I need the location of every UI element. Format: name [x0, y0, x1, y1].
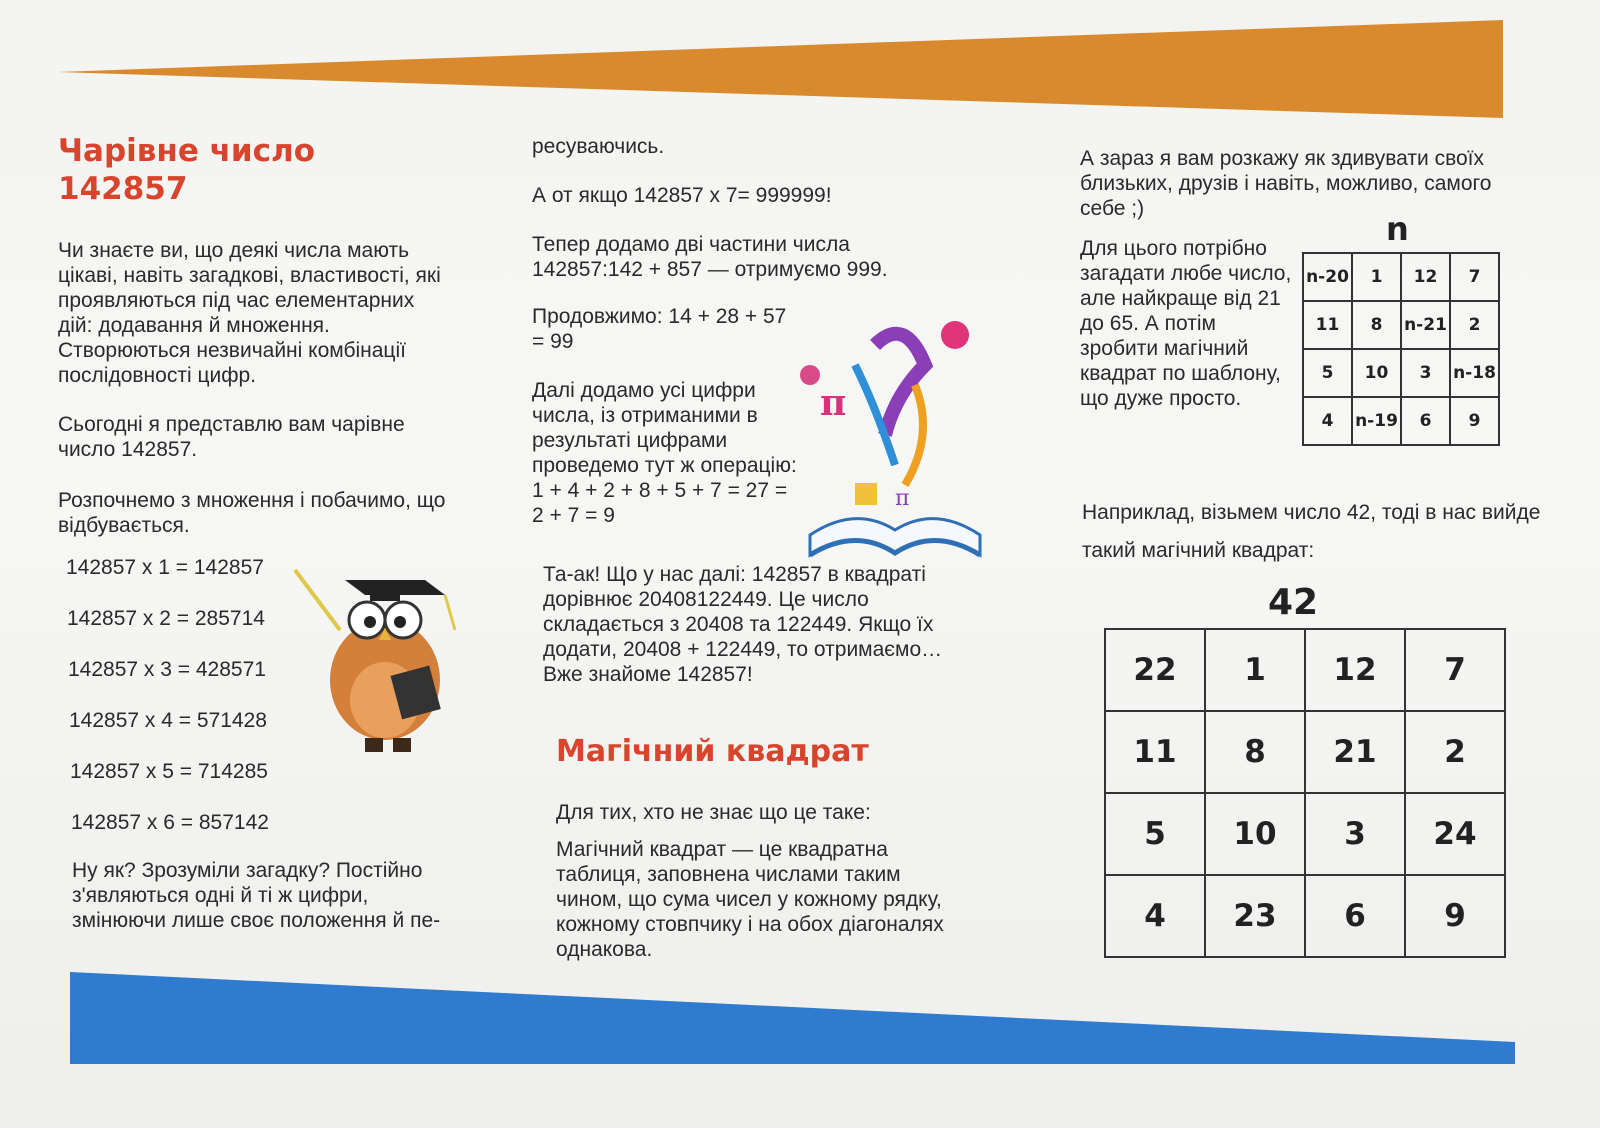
two-parts-sum: Тепер додамо дві частини числа 142857:142 + 857 — отримуємо 999.	[532, 233, 888, 281]
intro-text: А зараз я вам розкажу як здивувати своїх близьких, друзів і навіть, можливо, самого себе ;)	[1080, 147, 1492, 220]
template-row	[1303, 349, 1499, 397]
closing-paragraph: Ну як? Зрозуміли загадку? Постійно з'являються одні й ті ж цифри, змінюючи лише своє положення й пе-	[72, 859, 441, 932]
template-cell: 8	[1352, 301, 1401, 349]
template-cell: 3	[1401, 349, 1450, 397]
instructions-text: Для цього потрібно загадати любе число, але найкраще від 21 до 65. А потім зробити магічний квадрат по шаблону, що дуже просто.	[1080, 237, 1292, 410]
example-cell: 2	[1405, 711, 1505, 793]
template-cell: n-19	[1352, 397, 1401, 445]
example-row	[1105, 875, 1505, 957]
example-row	[1105, 793, 1505, 875]
template-magic-square	[1302, 252, 1500, 446]
example-cell: 9	[1405, 875, 1505, 957]
digits-sum: Далі додамо усі цифри числа, із отриманими в результаті цифрами проведемо тут ж операцію: 1 + 4 + 2 + 8 + 5 + 7 = 27 = 2 + 7 = 9	[532, 379, 797, 527]
template-cell: 6	[1401, 397, 1450, 445]
template-row	[1303, 397, 1499, 445]
magic-square-title: Магічний квадрат	[556, 734, 869, 769]
example-cell: 11	[1105, 711, 1205, 793]
paragraph-start: Розпочнемо з множення і побачимо, що відбувається.	[58, 489, 446, 537]
equation-5: 142857 x 5 = 714285	[70, 760, 268, 783]
orange-band	[0, 0, 1600, 130]
template-cell: 4	[1303, 397, 1352, 445]
template-cell: 10	[1352, 349, 1401, 397]
template-label: n	[1386, 210, 1409, 248]
definition-intro: Для тих, хто не знає що це таке:	[556, 801, 871, 824]
example-text-wrap	[1082, 494, 1542, 570]
column-3-intro	[1080, 146, 1510, 221]
equation-3: 142857 x 3 = 428571	[68, 658, 266, 681]
example-text: Наприклад, візьмем число 42, тоді в нас вийде такий магічний квадрат:	[1082, 501, 1541, 562]
example-magic-square	[1104, 628, 1506, 958]
template-cell: 1	[1352, 253, 1401, 301]
square-paragraph-wrap	[543, 562, 973, 687]
example-cell: 6	[1305, 875, 1405, 957]
column-1	[58, 132, 448, 538]
svg-text:π: π	[820, 382, 847, 424]
template-row	[1303, 301, 1499, 349]
magic-square-definition	[556, 800, 966, 962]
equation-6: 142857 x 6 = 857142	[71, 811, 269, 834]
pairs-sum: Продовжимо: 14 + 28 + 57 = 99	[532, 305, 787, 353]
example-cell: 1	[1205, 629, 1305, 711]
template-cell: 12	[1401, 253, 1450, 301]
book-illustration	[795, 305, 995, 575]
example-label: 42	[1268, 582, 1319, 623]
example-cell: 22	[1105, 629, 1205, 711]
definition-text: Магічний квадрат — це квадратна таблиця, заповнена числами таким чином, що сума чисел у кожному рядку, кожному стовпчику і на обох діагоналях однакова.	[556, 838, 944, 961]
seven-multiplication: А от якщо 142857 x 7= 999999!	[532, 184, 832, 207]
column-2	[532, 134, 888, 528]
template-cell: 5	[1303, 349, 1352, 397]
example-cell: 12	[1305, 629, 1405, 711]
page-title: Чарівне число	[58, 133, 316, 169]
equation-4: 142857 x 4 = 571428	[69, 709, 267, 732]
example-cell: 21	[1305, 711, 1405, 793]
equation-2: 142857 x 2 = 285714	[67, 607, 265, 630]
continuation-text: ресуваючись.	[532, 135, 665, 158]
example-cell: 8	[1205, 711, 1305, 793]
template-cell: n-18	[1450, 349, 1499, 397]
template-cell: n-21	[1401, 301, 1450, 349]
example-cell: 7	[1405, 629, 1505, 711]
template-row	[1303, 253, 1499, 301]
example-cell: 23	[1205, 875, 1305, 957]
example-row	[1105, 711, 1505, 793]
page-title-number: 142857	[58, 171, 188, 207]
intro-paragraph: Чи знаєте ви, що деякі числа мають цікаві, навіть загадкові, властивості, які проявляються під час елементарних дій: додавання й множення. Створюються незвичайні комбінації послідовності цифр.	[58, 239, 441, 387]
template-cell: 11	[1303, 301, 1352, 349]
template-cell: 9	[1450, 397, 1499, 445]
example-cell: 10	[1205, 793, 1305, 875]
paragraph-present: Сьогодні я представлю вам чарівне число 142857.	[58, 413, 405, 461]
owl-illustration	[285, 560, 485, 760]
example-cell: 4	[1105, 875, 1205, 957]
example-cell: 24	[1405, 793, 1505, 875]
template-cell: n-20	[1303, 253, 1352, 301]
blue-band	[0, 960, 1600, 1100]
example-row	[1105, 629, 1505, 711]
equation-1: 142857 x 1 = 142857	[66, 556, 264, 579]
closing-paragraph-wrap	[72, 858, 452, 933]
example-cell: 5	[1105, 793, 1205, 875]
square-paragraph: Та-ак! Що у нас далі: 142857 в квадраті дорівнює 20408122449. Це число складається з 20408 та 122449. Якщо їх додати, 20408 + 122449, то отримаємо… Вже знайоме 142857!	[543, 563, 943, 686]
template-cell: 7	[1450, 253, 1499, 301]
example-cell: 3	[1305, 793, 1405, 875]
template-cell: 2	[1450, 301, 1499, 349]
svg-text:π: π	[895, 486, 910, 511]
instructions-wrap	[1080, 236, 1295, 411]
